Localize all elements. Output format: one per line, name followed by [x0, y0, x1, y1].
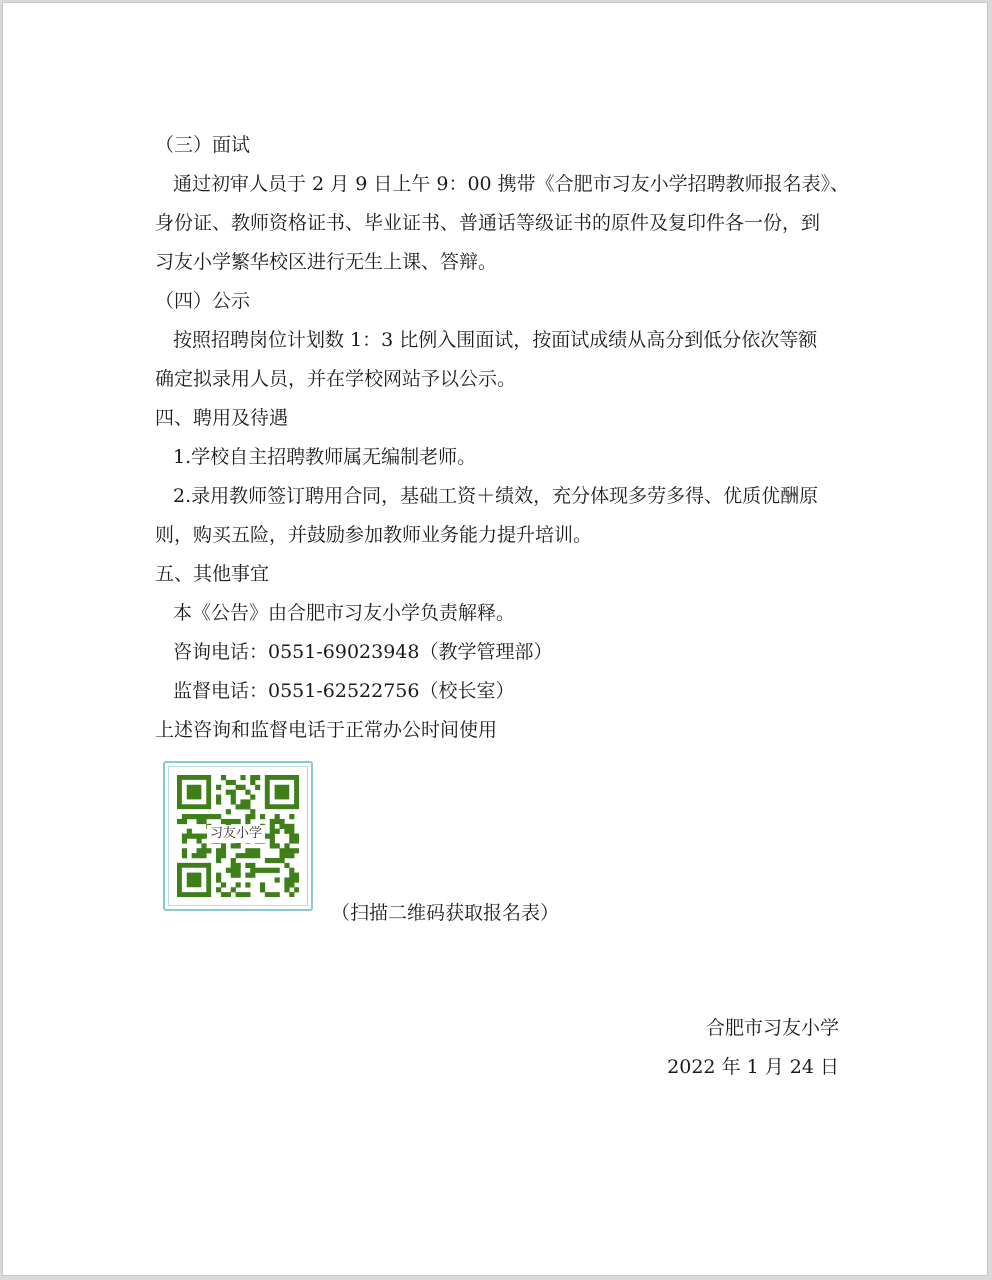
- paragraph-line: 确定拟录用人员，并在学校网站予以公示。: [155, 368, 517, 390]
- section-heading-interview: （三）面试: [155, 134, 251, 156]
- signature-org: 合肥市习友小学: [705, 1017, 839, 1039]
- section-heading-publicity: （四）公示: [155, 290, 251, 312]
- paragraph-line: 则，购买五险，并鼓励参加教师业务能力提升培训。: [155, 524, 593, 546]
- qr-code[interactable]: [163, 761, 313, 911]
- section-heading-other: 五、其他事宜: [155, 563, 270, 585]
- signature-date: 2022 年 1 月 24 日: [667, 1056, 839, 1078]
- list-item: 2.录用教师签订聘用合同，基础工资＋绩效，充分体现多劳多得、优质优酬原: [173, 485, 819, 507]
- paragraph-line: 通过初审人员于 2 月 9 日上午 9：00 携带《合肥市习友小学招聘教师报名表》、: [173, 173, 850, 195]
- phone-note: 上述咨询和监督电话于正常办公时间使用: [155, 719, 498, 741]
- paragraph-line: 按照招聘岗位计划数 1：3 比例入围面试，按面试成绩从高分到低分依次等额: [173, 329, 818, 351]
- document-page: [2, 2, 988, 1276]
- qr-caption: （扫描二维码获取报名表）: [331, 902, 560, 924]
- section-heading-salary: 四、聘用及待遇: [155, 407, 289, 429]
- qr-center-label: 习友小学: [207, 825, 265, 843]
- supervise-phone: 监督电话：0551-62522756（校长室）: [173, 680, 515, 702]
- consult-phone: 咨询电话：0551-69023948（教学管理部）: [173, 641, 553, 663]
- paragraph-line: 习友小学繁华校区进行无生上课、答辩。: [155, 251, 498, 273]
- list-item: 1.学校自主招聘教师属无编制老师。: [173, 446, 477, 468]
- paragraph-line: 本《公告》由合肥市习友小学负责解释。: [173, 602, 516, 624]
- paragraph-line: 身份证、教师资格证书、毕业证书、普通话等级证书的原件及复印件各一份，到: [155, 212, 821, 234]
